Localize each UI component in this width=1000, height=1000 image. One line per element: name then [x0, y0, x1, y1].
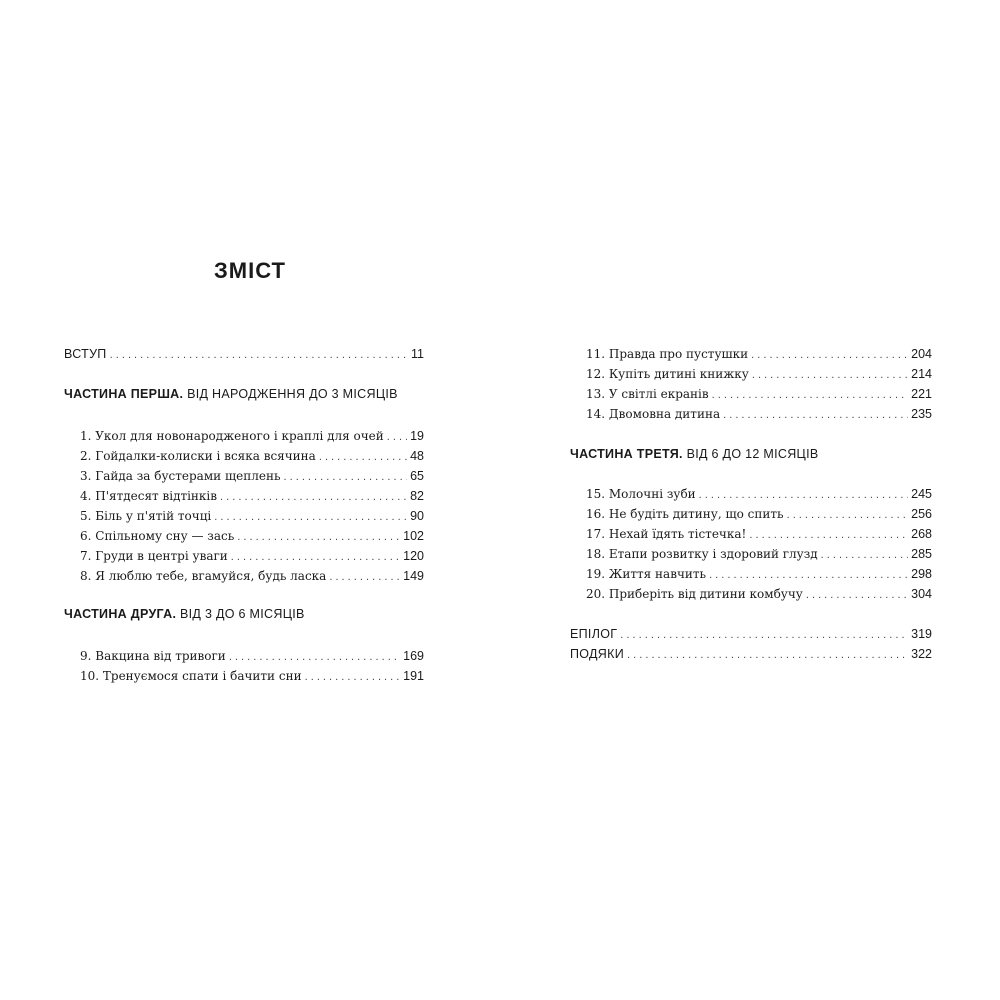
toc-chapter-entry[interactable]	[64, 466, 424, 486]
toc-entry-page: 268	[911, 527, 932, 541]
toc-entry-epilogue[interactable]	[570, 624, 932, 644]
toc-leader-dots	[806, 585, 908, 605]
toc-entry-label: 19. Життя навчить	[586, 567, 707, 581]
toc-entry-page: 214	[911, 367, 932, 381]
toc-chapter-entry[interactable]	[64, 446, 424, 466]
toc-leader-dots	[787, 505, 909, 525]
toc-entry-label: 9. Вакцина від тривоги	[80, 649, 226, 663]
toc-entry-label: 7. Груди в центрі уваги	[80, 549, 228, 563]
toc-leader-dots	[749, 525, 908, 545]
toc-entry-label: 3. Гайда за бустерами щеплень	[80, 469, 281, 483]
toc-entry-label: 16. Не будіть дитину, що спить	[586, 507, 784, 521]
toc-leader-dots	[220, 487, 407, 507]
toc-title: ЗМІСТ	[214, 258, 286, 283]
toc-leader-dots	[709, 565, 908, 585]
toc-leader-dots	[229, 647, 400, 667]
toc-leader-dots	[110, 345, 408, 365]
toc-entry-label: 4. П'ятдесят відтінків	[80, 489, 218, 503]
toc-entry-page: 204	[911, 347, 932, 361]
toc-chapter-entry[interactable]	[64, 506, 424, 526]
toc-leader-dots	[319, 447, 407, 467]
toc-entry-page: 11	[411, 347, 424, 361]
toc-chapter-entry[interactable]	[64, 486, 424, 506]
toc-entry-page: 169	[403, 649, 424, 663]
toc-entry-page: 19	[410, 429, 424, 443]
toc-leader-dots	[627, 645, 908, 665]
toc-entry-label: 11. Правда про пустушки	[586, 347, 749, 361]
part-heading-rest: ВІД 6 ДО 12 МІСЯЦІВ	[682, 447, 819, 461]
toc-entry-page: 149	[403, 569, 424, 583]
toc-entry-label: 13. У світлі екранів	[586, 387, 709, 401]
toc-leader-dots	[387, 427, 407, 447]
toc-entry-page: 48	[410, 449, 424, 463]
toc-entry-thanks[interactable]	[570, 644, 932, 664]
toc-leader-dots	[821, 545, 908, 565]
toc-entry-page: 304	[911, 587, 932, 601]
toc-chapter-entry[interactable]	[570, 584, 932, 604]
toc-chapter-entry[interactable]	[570, 524, 932, 544]
toc-leader-dots	[231, 547, 400, 567]
toc-chapter-entry[interactable]	[64, 566, 424, 586]
toc-leader-dots	[723, 405, 908, 425]
toc-leader-dots	[620, 625, 908, 645]
toc-entry-page: 256	[911, 507, 932, 521]
toc-entry-label: 17. Нехай їдять тістечка!	[586, 527, 747, 541]
toc-entry-intro[interactable]	[64, 344, 424, 364]
part-heading-bold: ЧАСТИНА ТРЕТЯ.	[570, 447, 683, 461]
toc-leader-dots	[752, 365, 908, 385]
toc-entry-page: 235	[911, 407, 932, 421]
toc-leader-dots	[751, 345, 908, 365]
toc-chapter-entry[interactable]	[570, 404, 932, 424]
toc-chapter-entry[interactable]	[570, 564, 932, 584]
toc-chapter-entry[interactable]	[64, 426, 424, 446]
toc-entry-page: 319	[911, 627, 932, 641]
toc-leader-dots	[283, 467, 407, 487]
toc-entry-label: ЕПІЛОГ	[570, 627, 618, 641]
toc-entry-page: 221	[911, 387, 932, 401]
toc-entry-page: 322	[911, 647, 932, 661]
part-heading-rest: ВІД НАРОДЖЕННЯ ДО 3 МІСЯЦІВ	[183, 387, 398, 401]
toc-entry-page: 191	[403, 669, 424, 683]
toc-entry-page: 298	[911, 567, 932, 581]
toc-entry-page: 120	[403, 549, 424, 563]
toc-entry-page: 245	[911, 487, 932, 501]
toc-chapter-entry[interactable]	[570, 364, 932, 384]
toc-entry-page: 285	[911, 547, 932, 561]
part-heading-bold: ЧАСТИНА ДРУГА.	[64, 607, 177, 621]
toc-leader-dots	[214, 507, 407, 527]
toc-entry-page: 82	[410, 489, 424, 503]
part-heading-bold: ЧАСТИНА ПЕРША.	[64, 387, 184, 401]
toc-entry-label: 1. Укол для новонародженого і краплі для очей	[80, 429, 384, 443]
toc-chapter-entry[interactable]	[64, 526, 424, 546]
toc-entry-label: 14. Двомовна дитина	[586, 407, 721, 421]
toc-chapter-entry[interactable]	[64, 666, 424, 686]
toc-leader-dots	[712, 385, 908, 405]
toc-entry-label: 12. Купіть дитині книжку	[586, 367, 749, 381]
toc-entry-label: 2. Гойдалки-колиски і всяка всячина	[80, 449, 316, 463]
toc-entry-label: 6. Спільному сну — зась	[80, 529, 235, 543]
toc-entry-label: 8. Я люблю тебе, вгамуйся, будь ласка	[80, 569, 327, 583]
part-heading-2	[64, 604, 305, 624]
toc-chapter-entry[interactable]	[570, 384, 932, 404]
toc-entry-page: 90	[410, 509, 424, 523]
part-heading-rest: ВІД 3 ДО 6 МІСЯЦІВ	[176, 607, 305, 621]
toc-entry-label: 20. Приберіть від дитини комбучу	[586, 587, 803, 601]
toc-leader-dots	[237, 527, 400, 547]
toc-entry-label: 15. Молочні зуби	[586, 487, 696, 501]
toc-chapter-entry[interactable]	[570, 344, 932, 364]
toc-entry-label: 10. Тренуємося спати і бачити сни	[80, 669, 302, 683]
toc-entry-label: 18. Етапи розвитку і здоровий глузд	[586, 547, 818, 561]
toc-chapter-entry[interactable]	[570, 504, 932, 524]
toc-entry-page: 102	[403, 529, 424, 543]
part-heading-1	[64, 384, 398, 404]
toc-chapter-entry[interactable]	[64, 646, 424, 666]
toc-entry-page: 65	[410, 469, 424, 483]
toc-chapter-entry[interactable]	[570, 544, 932, 564]
part-heading-3	[570, 444, 819, 464]
toc-leader-dots	[699, 485, 908, 505]
toc-entry-label: 5. Біль у п'ятій точці	[80, 509, 212, 523]
toc-leader-dots	[329, 567, 400, 587]
toc-chapter-entry[interactable]	[570, 484, 932, 504]
toc-leader-dots	[305, 667, 401, 687]
toc-chapter-entry[interactable]	[64, 546, 424, 566]
toc-entry-label: ВСТУП	[64, 347, 107, 361]
toc-entry-label: ПОДЯКИ	[570, 647, 624, 661]
